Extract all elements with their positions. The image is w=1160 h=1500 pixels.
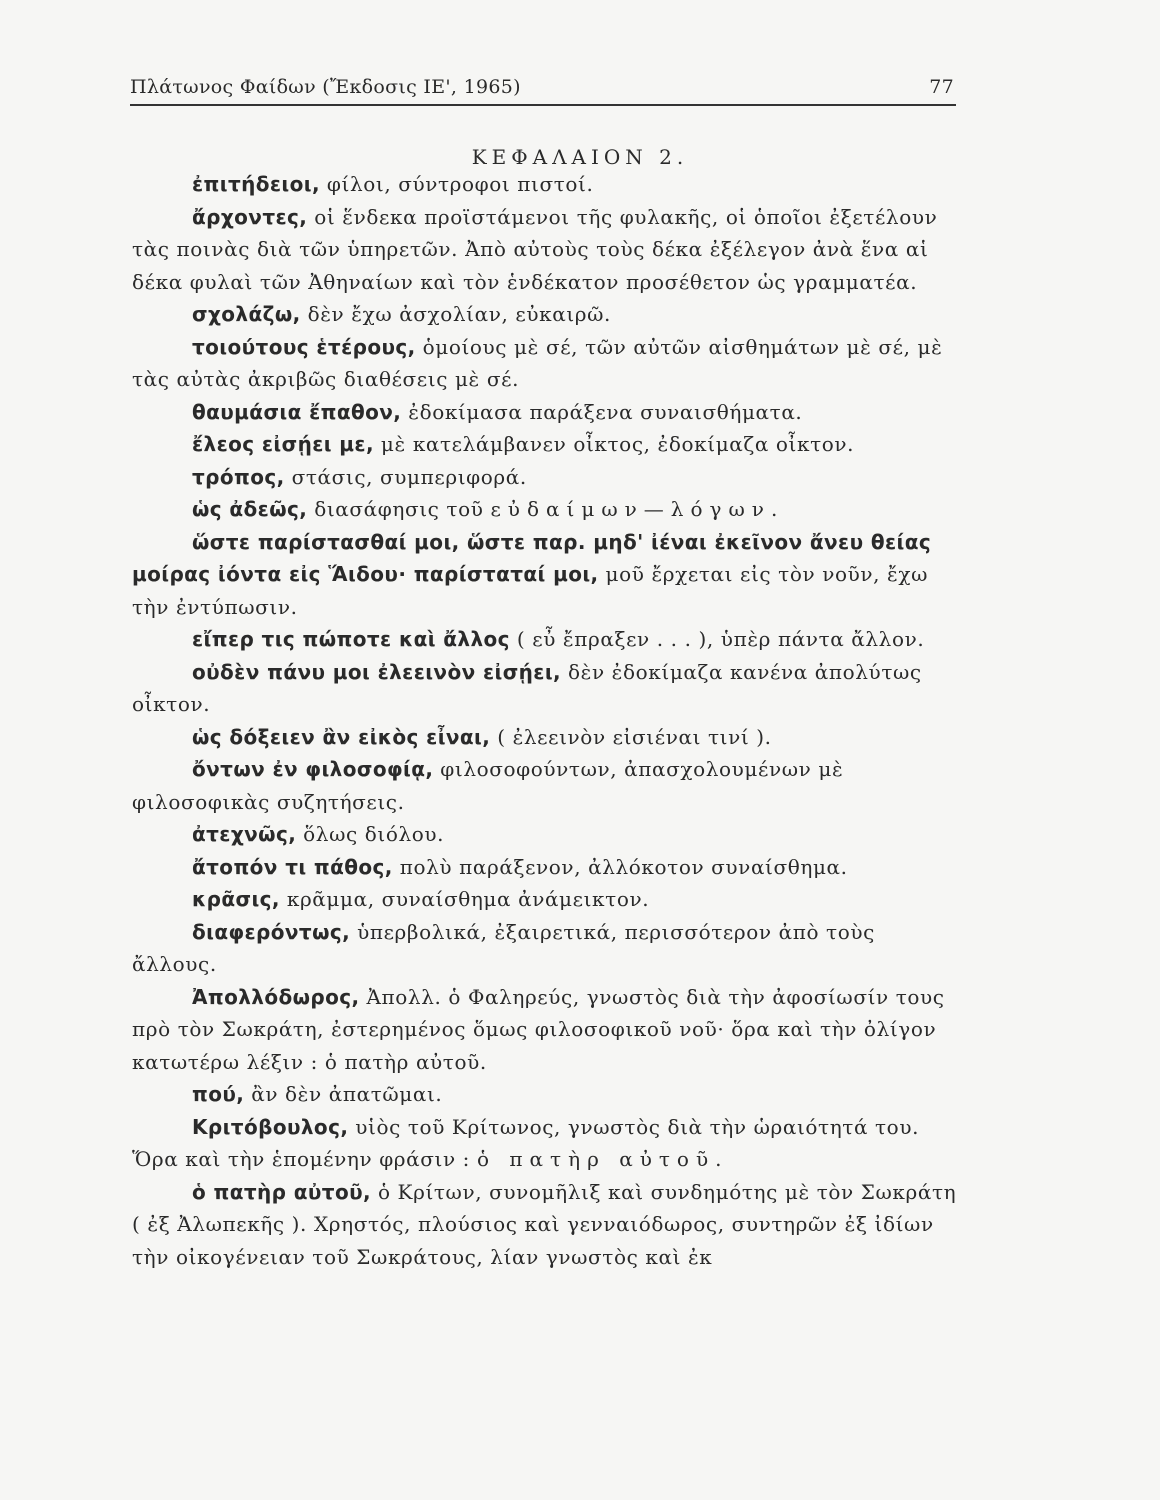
entry-definition: Ἀπολλ. ὁ Φαληρεύς, γνωστὸς διὰ τὴν ἀφοσίωσίν τους πρὸ τὸν Σωκράτη, ἐστερημένος ὅμως φιλοσοφικοῦ νοῦ· ὅρα καὶ τὴν ὀλίγον κατωτέρω λέξιν : ὁ πατὴρ αὐτοῦ.	[132, 984, 945, 1074]
glossary-entry	[132, 298, 958, 331]
entry-definition: ( εὖ ἔπραξεν . . . ), ὑπὲρ πάντα ἄλλον.	[509, 627, 925, 651]
glossary-entry	[132, 753, 958, 818]
entry-spaced-text: ὁ πατὴρ αὐτοῦ	[476, 1147, 716, 1171]
glossary-entry	[132, 201, 958, 299]
entry-term: κρᾶσις,	[192, 887, 280, 911]
glossary-entry	[132, 1176, 958, 1274]
entry-definition: ὁμοίους μὲ σέ, τῶν αὐτῶν αἰσθημάτων μὲ σέ, μὲ τὰς αὐτὰς ἀκριβῶς διαθέσεις μὲ σέ.	[132, 334, 943, 391]
glossary-entry	[132, 428, 958, 461]
entry-definition: υἱὸς τοῦ Κρίτωνος, γνωστὸς διὰ τὴν ὡραιότητά του. Ὅρα καὶ τὴν ἑπομένην φράσιν :	[132, 1114, 920, 1171]
entry-term: ὁ πατὴρ αὐτοῦ,	[192, 1179, 371, 1204]
glossary-entry	[132, 168, 958, 201]
entry-definition: μοῦ ἔρχεται εἰς τὸν νοῦν, ἔχω τὴν ἐντύπωσιν.	[132, 562, 928, 619]
running-title: Πλάτωνος Φαίδων (Ἔκδοσις ΙΕ', 1965)	[130, 76, 521, 98]
glossary-entry	[132, 981, 958, 1079]
entry-tail: .	[715, 1147, 723, 1171]
entry-definition: ὅλως διόλου.	[296, 822, 445, 846]
entry-definition: δὲν ἐδοκίμαζα κανένα ἀπολύτως οἶκτον.	[132, 659, 922, 716]
entry-term: ὡς δόξειεν ἂν εἰκὸς εἶναι,	[192, 724, 491, 749]
glossary-entry	[132, 721, 958, 754]
entry-tail: .	[770, 497, 778, 521]
entry-spaced-text: εὐδαίμων—λόγων	[490, 497, 771, 521]
entry-term: πού,	[192, 1082, 245, 1106]
entry-term: ὄντων ἐν φιλοσοφίᾳ,	[192, 757, 434, 781]
entry-term: ἀτεχνῶς,	[192, 822, 297, 846]
entry-definition: ὁ Κρίτων, συνομῆλιξ καὶ συνδημότης μὲ τὸν Σωκράτη ( ἐξ Ἀλωπεκῆς ). Χρηστός, πλούσιος καὶ γενναιόδωρος, συντηρῶν ἐξ ἰδίων τὴν οἰκογένειαν τοῦ Σωκράτους, λίαν γνωστὸς καὶ ἐκ	[132, 1179, 957, 1269]
entry-definition: ( ἐλεεινὸν εἰσιέναι τινί ).	[490, 724, 772, 749]
entry-term: οὐδὲν πάνυ μοι ἐλεεινὸν εἰσῄει,	[192, 659, 562, 684]
glossary-entry	[132, 1078, 958, 1111]
entry-definition: διασάφησις τοῦ	[307, 497, 491, 521]
entry-definition: ἂν δὲν ἀπατῶμαι.	[244, 1082, 443, 1106]
entry-term: ἐπιτήδειοι,	[192, 172, 320, 196]
entry-definition: ἐδοκίμασα παράξενα συναισθήματα.	[401, 399, 803, 424]
entry-definition: πολὺ παράξενον, ἀλλόκοτον συναίσθημα.	[392, 854, 848, 879]
entry-term: ἔλεος εἰσῄει με,	[192, 432, 374, 456]
entry-term: ἄτοπόν τι πάθος,	[192, 854, 393, 879]
entry-definition: στάσις, συμπεριφορά.	[284, 464, 527, 489]
entry-term: εἴπερ τις πώποτε καὶ ἄλλος	[192, 627, 510, 651]
glossary-entry	[132, 656, 958, 721]
entry-term: ὡς ἀδεῶς,	[192, 497, 308, 521]
glossary-body	[132, 168, 958, 1273]
glossary-entry	[132, 818, 958, 851]
glossary-entry	[132, 331, 958, 396]
entry-term: ἄρχοντες,	[192, 204, 308, 229]
entry-term: ὥστε παρίστασθαί μοι, ὥστε παρ. μηδ' ἰέναι ἐκεῖνον ἄνευ θείας μοίρας ἰόντα εἰς Ἅιδου· παρίσταταί μοι,	[132, 529, 932, 586]
glossary-entry	[132, 493, 958, 526]
entry-term: Κριτόβουλος,	[192, 1114, 349, 1139]
glossary-entry	[132, 396, 958, 429]
entry-definition: ὑπερβολικά, ἐξαιρετικά, περισσότερον ἀπὸ τοὺς ἄλλους.	[132, 919, 875, 976]
entry-term: θαυμάσια ἔπαθον,	[192, 399, 402, 424]
glossary-entry	[132, 623, 958, 656]
running-header	[130, 74, 956, 106]
page-number: 77	[929, 76, 954, 98]
entry-definition: φίλοι, σύντροφοι πιστοί.	[319, 172, 594, 196]
entry-term: τοιούτους ἑτέρους,	[192, 334, 416, 359]
glossary-entry	[132, 916, 958, 981]
entry-definition: μὲ κατελάμβανεν οἶκτος, ἐδοκίμαζα οἶκτον.	[373, 432, 855, 456]
entry-definition: φιλοσοφούντων, ἀπασχολουμένων μὲ φιλοσοφικὰς συζητήσεις.	[132, 757, 844, 814]
entry-term: διαφερόντως,	[192, 919, 351, 944]
entry-term: Ἀπολλόδωρος,	[192, 984, 360, 1009]
entry-term: τρόπος,	[192, 464, 285, 489]
glossary-entry	[132, 1111, 958, 1176]
glossary-entry	[132, 883, 958, 916]
entry-definition: οἱ ἕνδεκα προϊστάμενοι τῆς φυλακῆς, οἱ ὁποῖοι ἐξετέλουν τὰς ποινὰς διὰ τῶν ὑπηρετῶν. Ἀπὸ αὐτοὺς τοὺς δέκα ἐξέλεγον ἀνὰ ἕνα αἱ δέκα φυλαὶ τῶν Ἀθηναίων καὶ τὸν ἑνδέκατον προσέθετον ὡς γραμματέα.	[132, 204, 938, 294]
glossary-entry	[132, 526, 958, 624]
chapter-title: ΚΕΦΑΛΑΙΟΝ 2.	[471, 145, 689, 169]
glossary-entry	[132, 461, 958, 494]
glossary-entry	[132, 851, 958, 884]
entry-term: σχολάζω,	[192, 302, 301, 326]
entry-definition: δὲν ἔχω ἀσχολίαν, εὐκαιρῶ.	[300, 302, 611, 326]
entry-definition: κρᾶμμα, συναίσθημα ἀνάμεικτον.	[279, 887, 650, 911]
